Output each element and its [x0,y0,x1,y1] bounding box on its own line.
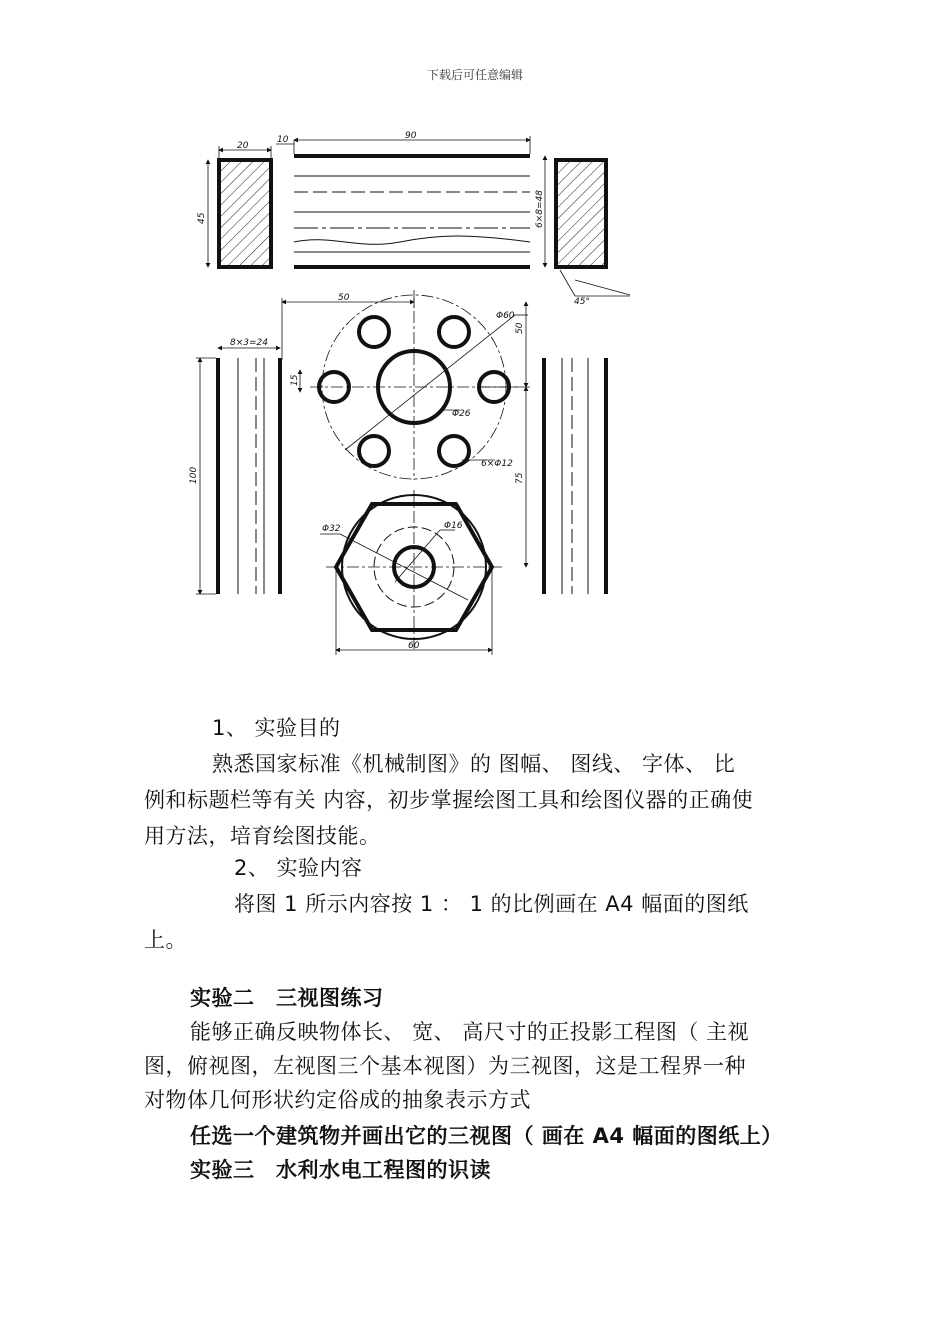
dim-phi60: Φ60 [496,311,515,321]
task-line: 任选一个建筑物并画出它的三视图（ 画在 A4 幅面的图纸上） [190,1124,783,1148]
dim-6x8: 6×8=48 [535,190,545,228]
dim-45deg: 45° [574,297,590,307]
dim-phi16: Φ16 [444,521,463,531]
dim-15: 15 [290,374,300,386]
dim-6xphi12: 6×Φ12 [481,459,513,469]
experiment-2-body-line-3: 对物体几何形状约定俗成的抽象表示方式 [144,1088,531,1112]
page-header: 下载后可任意编辑 [426,68,523,82]
dim-90: 90 [405,131,417,141]
section-2-body-line-1: 将图 1 所示内容按 1 ： 1 的比例画在 A4 幅面的图纸 [234,892,749,916]
experiment-2-body-line-1: 能够正确反映物体长、 宽、 高尺寸的正投影工程图（ 主视 [190,1020,750,1044]
hex-nut-view [326,490,502,650]
dim-60: 60 [408,641,420,651]
section-1-body-line-3: 用方法，培育绘图技能。 [144,824,381,848]
dim-20: 20 [237,141,249,151]
section-1-body-line-1: 熟悉国家标准《机械制图》的 图幅、 图线、 字体、 比 [212,752,736,776]
dim-45: 45 [197,212,207,224]
section-2-title: 2、 实验内容 [234,856,363,880]
flange-view [310,290,520,480]
dim-phi26: Φ26 [452,409,471,419]
experiment-3-title: 实验三 水利水电工程图的识读 [190,1158,491,1182]
right-hatched-block [556,160,606,267]
right-line-block [544,358,606,594]
dim-50-vertical: 50 [515,322,525,334]
section-2-body-line-2: 上。 [144,928,187,952]
dim-phi32: Φ32 [322,524,341,534]
left-hatched-block [219,160,271,267]
dim-8x3: 8×3=24 [230,338,268,348]
dim-50-horizontal: 50 [338,293,350,303]
left-line-block [218,358,280,594]
experiment-2-title: 实验二 三视图练习 [190,986,384,1010]
experiment-2-body-line-2: 图，俯视图，左视图三个基本视图）为三视图，这是工程界一种 [144,1054,746,1078]
dim-100-line [196,358,216,594]
dim-75: 75 [515,472,525,484]
center-line-block [294,156,530,267]
section-1-body-line-2: 例和标题栏等有关 内容，初步掌握绘图工具和绘图仪器的正确使 [144,788,754,812]
engineering-drawing [0,120,950,660]
dim-100: 100 [189,466,199,484]
section-1-title: 1、 实验目的 [212,716,341,740]
dim-10: 10 [277,135,289,145]
